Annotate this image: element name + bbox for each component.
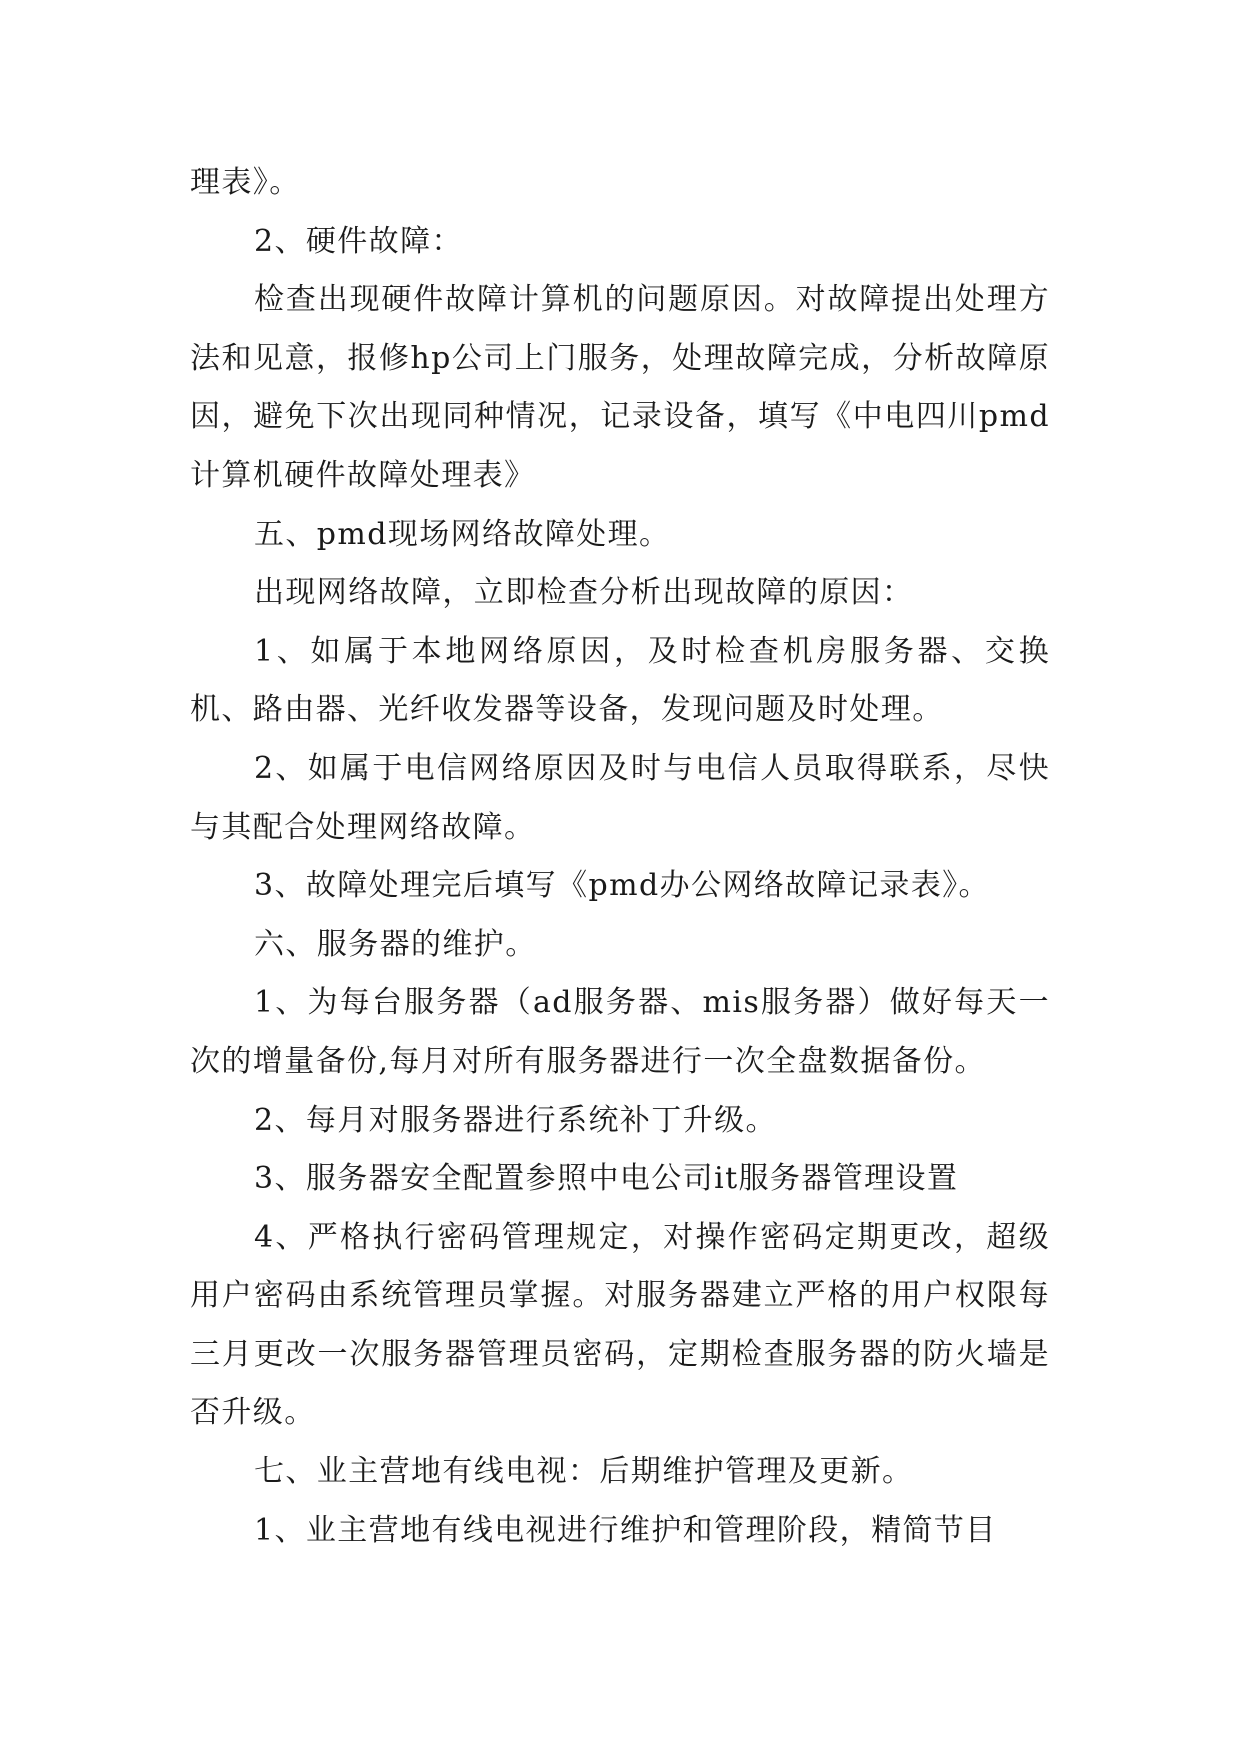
paragraph-server-backup: 1、为每台服务器（ad服务器、mis服务器）做好每天一次的增量备份,每月对所有服务器进行一次全盘数据备份。 [190,985,1050,1079]
paragraph-server-patch: 2、每月对服务器进行系统补丁升级。 [254,1102,777,1138]
paragraph-hardware-fault-heading: 2、硬件故障： [254,223,463,259]
paragraph-server-security: 3、服务器安全配置参照中电公司it服务器管理设置 [254,1161,959,1197]
section-heading-network-fault: 五、pmd现场网络故障处理。 [254,516,671,552]
paragraph-network-record: 3、故障处理完后填写《pmd办公网络故障记录表》。 [254,868,990,904]
section-heading-cable-tv: 七、业主营地有线电视：后期维护管理及更新。 [254,1454,914,1490]
paragraph-cable-tv-maintenance: 1、业主营地有线电视进行维护和管理阶段，精简节目 [254,1512,997,1548]
paragraph-local-network: 1、如属于本地网络原因，及时检查机房服务器、交换机、路由器、光纤收发器等设备，发现问题及时处理。 [190,633,1050,728]
paragraph-telecom-network: 2、如属于电信网络原因及时与电信人员取得联系，尽快与其配合处理网络故障。 [190,750,1050,845]
paragraph-hardware-fault-procedure: 检查出现硬件故障计算机的问题原因。对故障提出处理方法和见意，报修hp公司上门服务，处理故障完成，分析故障原因，避免下次出现同种情况，记录设备，填写《中电四川pmd计算机硬件故障处理表》 [190,282,1050,493]
document-page [190,154,1050,1560]
section-heading-server-maintenance: 六、服务器的维护。 [254,926,537,962]
paragraph-network-fault-intro: 出现网络故障，立即检查分析出现故障的原因： [254,575,914,611]
paragraph-password-policy: 4、严格执行密码管理规定，对操作密码定期更改，超级用户密码由系统管理员掌握。对服务器建立严格的用户权限每三月更改一次服务器管理员密码，定期检查服务器的防火墙是否升级。 [190,1219,1050,1431]
paragraph-continuation: 理表》。 [190,165,301,200]
